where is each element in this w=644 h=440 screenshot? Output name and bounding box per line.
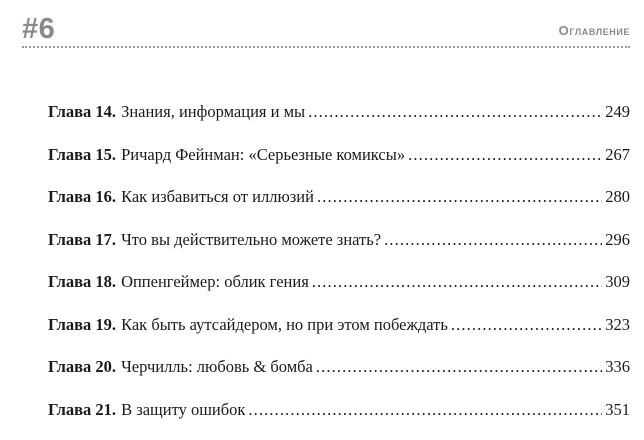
toc-dot-leader — [451, 313, 602, 337]
toc-dot-leader — [408, 143, 602, 167]
toc-page-number: 336 — [605, 355, 630, 379]
toc-entry-chapter-15[interactable] — [48, 143, 630, 186]
toc-chapter-number: Глава 21. — [48, 398, 116, 422]
toc-chapter-title: Что вы действительно можете знать? — [116, 228, 381, 252]
section-title: Оглавление — [559, 22, 630, 40]
toc-entry-chapter-18[interactable] — [48, 270, 630, 313]
toc-chapter-title: Как избавиться от иллюзий — [116, 185, 314, 209]
toc-page-number: 267 — [605, 143, 630, 167]
toc-page-number: 249 — [605, 100, 630, 124]
toc-entry-chapter-20[interactable] — [48, 355, 630, 398]
toc-dot-leader — [316, 355, 602, 379]
page-header — [22, 12, 630, 46]
page-number: #6 — [22, 12, 55, 46]
toc-chapter-title: В защиту ошибок — [116, 398, 245, 422]
toc-entry-chapter-19[interactable] — [48, 313, 630, 356]
toc-chapter-title: Как быть аутсайдером, но при этом побеждать — [116, 313, 448, 337]
toc-page-number: 323 — [605, 313, 630, 337]
toc-dot-leader — [312, 270, 602, 294]
toc-chapter-number: Глава 14. — [48, 100, 116, 124]
toc-page-number: 351 — [605, 398, 630, 422]
toc-chapter-title: Оппенгеймер: облик гения — [116, 270, 309, 294]
toc-page-number: 280 — [605, 185, 630, 209]
toc-chapter-title: Черчилль: любовь & бомба — [116, 355, 313, 379]
toc-chapter-number: Глава 20. — [48, 355, 116, 379]
toc-entry-chapter-17[interactable] — [48, 228, 630, 271]
toc-page-number: 296 — [605, 228, 630, 252]
toc-chapter-number: Глава 15. — [48, 143, 116, 167]
toc-chapter-title: Ричард Фейнман: «Серьезные комиксы» — [116, 143, 405, 167]
toc-entry-chapter-21[interactable] — [48, 398, 630, 440]
toc-dot-leader — [317, 185, 602, 209]
toc-chapter-number: Глава 18. — [48, 270, 116, 294]
toc-chapter-title: Знания, информация и мы — [116, 100, 305, 124]
toc-dot-leader — [308, 100, 602, 124]
toc-chapter-number: Глава 19. — [48, 313, 116, 337]
toc-chapter-number: Глава 16. — [48, 185, 116, 209]
toc-chapter-number: Глава 17. — [48, 228, 116, 252]
toc-dot-leader — [384, 228, 602, 252]
toc-entry-chapter-14[interactable] — [48, 100, 630, 143]
toc-page-number: 309 — [605, 270, 630, 294]
table-of-contents — [48, 100, 630, 440]
toc-dot-leader — [248, 398, 602, 422]
toc-entry-chapter-16[interactable] — [48, 185, 630, 228]
header-divider — [22, 46, 630, 48]
